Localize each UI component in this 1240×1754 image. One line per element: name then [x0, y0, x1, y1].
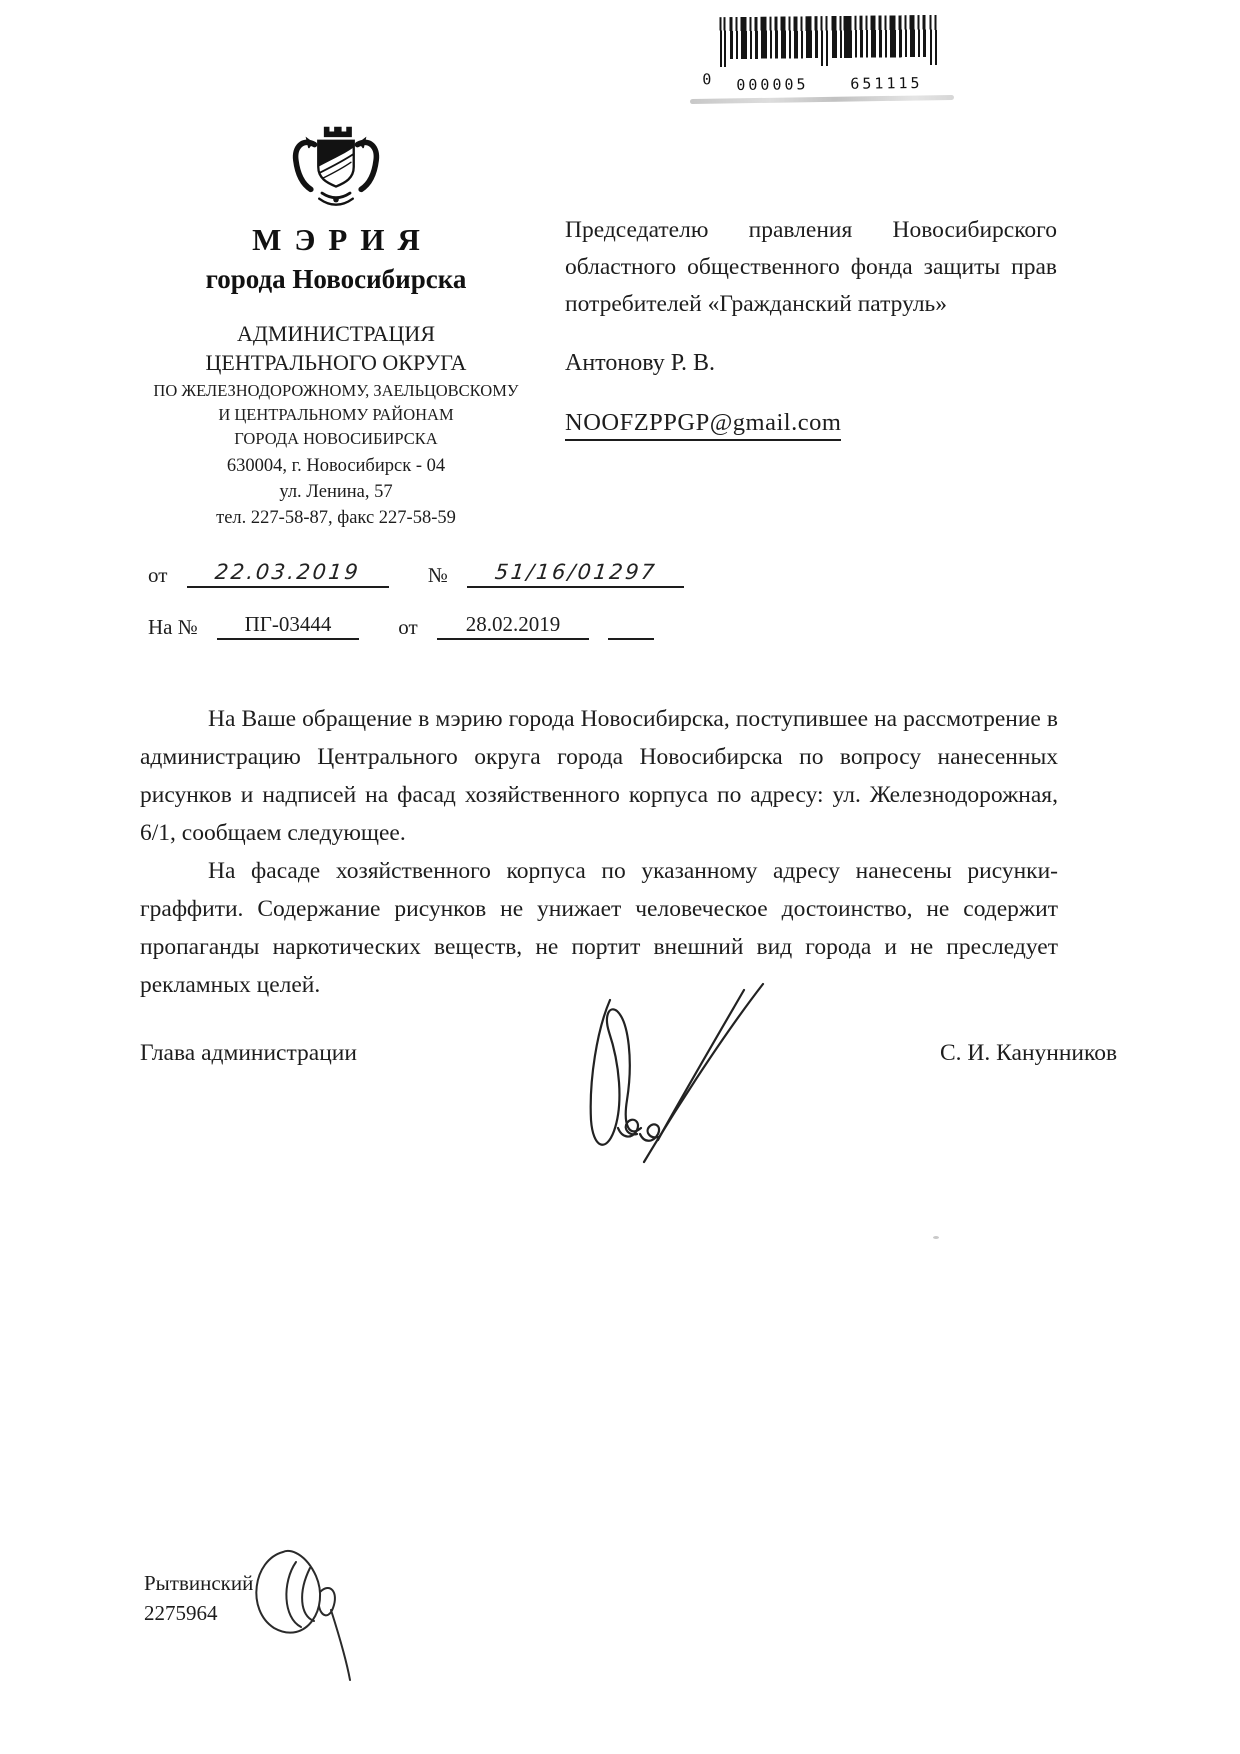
barcode-icon: [700, 15, 951, 72]
letter-body: [140, 700, 1058, 1004]
handwritten-signature: [548, 972, 788, 1172]
barcode-digit-group2: 651115: [850, 74, 923, 93]
incoming-number-value: ПГ-03444: [217, 612, 359, 640]
coat-of-arms-icon: [288, 124, 384, 208]
outgoing-date-value: 22.03.2019: [213, 560, 362, 584]
dept-line4: И ЦЕНТРАЛЬНОМУ РАЙОНАМ: [218, 405, 454, 424]
reply-to-label: На №: [148, 615, 198, 639]
empty-underline: [608, 637, 654, 640]
number-label: №: [427, 563, 448, 587]
executor-phone: 2275964: [144, 1601, 218, 1625]
body-paragraph-1: На Ваше обращение в мэрию города Новосибирска, поступившее на рассмотрение в администрацию Центрального округа города Новосибирска по вопросу нанесенных рисунков и надписей на фасад хозяйственного корпуса по адресу: ул. Железнодорожная, 6/1, сообщаем следующее.: [140, 706, 1058, 846]
scan-speck: [933, 1236, 939, 1239]
recipient-email: NOOFZPPGP@gmail.com: [565, 409, 841, 441]
from-label: от: [148, 563, 168, 587]
recipient-name: Антонову Р. В.: [565, 350, 716, 376]
body-paragraph-2: На фасаде хозяйственного корпуса по указанному адресу нанесены рисунки-граффити. Содержание рисунков не унижает человеческое достоинство, не содержит пропаганды наркотических веществ, не портит внешний вид города и не преследует рекламных целей.: [140, 858, 1058, 998]
address-line2: ул. Ленина, 57: [279, 482, 393, 502]
reply-from-label: от: [398, 615, 418, 639]
barcode-digit-group1: 000005: [736, 75, 809, 94]
dept-line5: ГОРОДА НОВОСИБИРСКА: [234, 429, 438, 448]
address-line1: 630004, г. Новосибирск - 04: [226, 456, 446, 476]
dept-line2: ЦЕНТРАЛЬНОГО ОКРУГА: [205, 350, 467, 375]
barcode-digits: [700, 70, 950, 94]
outgoing-number-field: [467, 560, 684, 588]
signer-position: Глава администрации: [140, 1040, 357, 1066]
outgoing-reference-line: [148, 560, 684, 588]
letterhead: [118, 124, 554, 530]
dept-line3: ПО ЖЕЛЕЗНОДОРОЖНОМУ, ЗАЕЛЬЦОВСКОМУ: [153, 381, 519, 400]
barcode-label: [700, 15, 961, 93]
org-name-line2: города Новосибирска: [205, 264, 467, 294]
barcode-digit-left: 0: [702, 70, 715, 89]
executor-block: [144, 1568, 253, 1628]
incoming-date-value: 28.02.2019: [437, 612, 589, 640]
address-line3: тел. 227-58-87, факс 227-58-59: [216, 508, 456, 528]
recipient-title: Председателю правления Новосибирского областного общественного фонда защиты прав потребителей «Гражданский патруль»: [565, 217, 1057, 317]
executor-name: Рытвинский: [144, 1571, 254, 1595]
scan-smudge-line: [690, 95, 954, 104]
executor-signature-scribble: [238, 1540, 368, 1685]
dept-line1: АДМИНИСТРАЦИЯ: [237, 321, 435, 346]
recipient-block: [565, 212, 1057, 441]
org-name-line1: МЭРИЯ: [252, 222, 433, 257]
outgoing-date-field: [187, 560, 389, 588]
signer-name: С. И. Канунников: [940, 1040, 1118, 1066]
incoming-reference-line: [148, 612, 654, 640]
outgoing-number-value: 51/16/01297: [493, 560, 658, 584]
